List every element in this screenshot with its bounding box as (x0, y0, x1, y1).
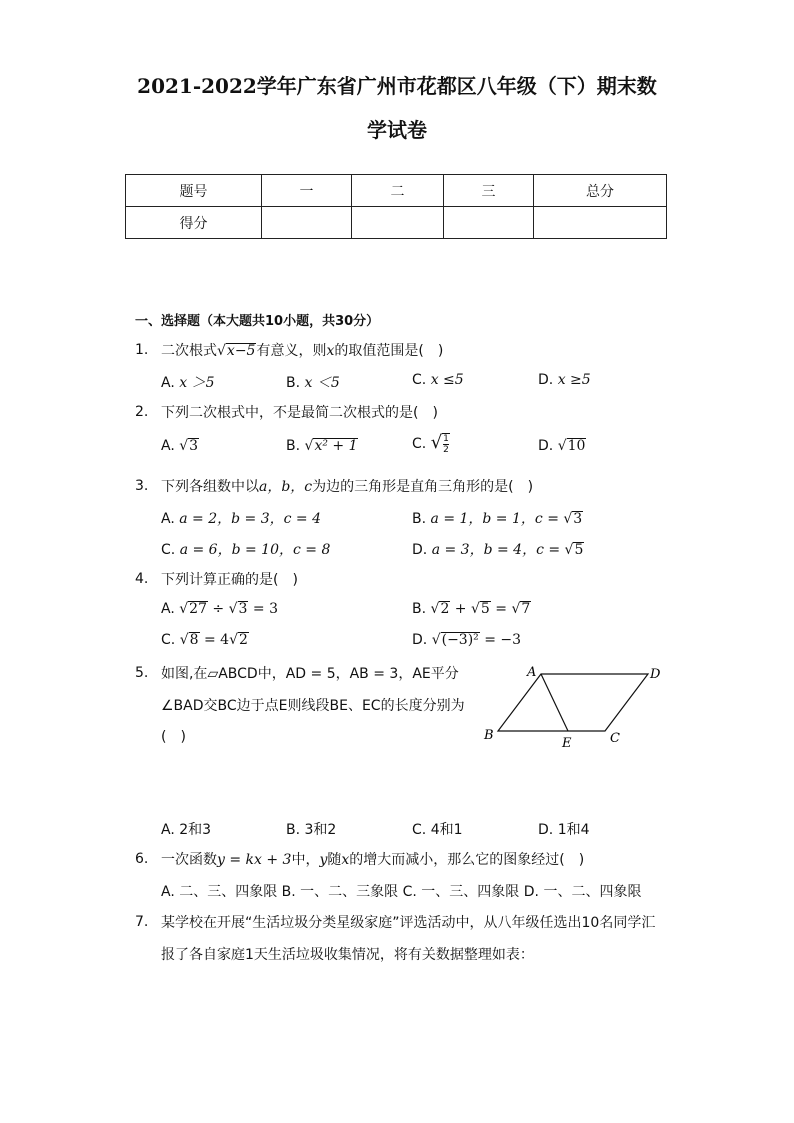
option-expr: a = 1，b = 1，c = (430, 511, 559, 527)
radical-sign: √ (217, 343, 226, 359)
radicand: 2 (239, 632, 248, 648)
radicand: 7 (521, 601, 531, 617)
table-cell: 三 (444, 175, 534, 207)
q6-var-y: y (319, 852, 328, 868)
option-expr: a = 2，b = 3，c = 4 (179, 511, 321, 527)
table-cell: 题号 (126, 175, 262, 207)
q4-option-b[interactable] (412, 601, 531, 617)
q5-option-c[interactable] (412, 819, 463, 839)
option-label: B. (286, 375, 301, 391)
option-text: 1和4 (557, 822, 590, 838)
question-2-stem: 下列二次根式中，不是最简二次根式的是( ) (161, 405, 438, 421)
option-radicand: 3 (573, 511, 583, 527)
q5-option-a[interactable] (161, 819, 211, 839)
q1-text-pre: 二次根式 (161, 343, 217, 359)
table-cell-empty (352, 207, 444, 239)
q3-option-b[interactable] (412, 508, 583, 528)
q6-options[interactable]: A. 二、三、四象限 B. 一、二、三象限 C. 一、三、四象限 D. 一、二、四象限 (161, 884, 642, 900)
q4-option-d[interactable] (412, 632, 521, 648)
option-label: D. (538, 372, 554, 388)
q1-option-d[interactable] (538, 372, 591, 388)
option-expr: x ≥5 (557, 372, 591, 388)
radicand: (−3)² (441, 632, 479, 648)
operator: + (450, 601, 471, 617)
option-label: B. (286, 822, 301, 838)
fraction (442, 433, 450, 455)
question-7-line1: 某学校在开展“生活垃圾分类星级家庭”评选活动中，从八年级任选出10名同学汇 (161, 915, 656, 931)
question-number: 4. (135, 571, 149, 587)
radical-sign: √ (228, 601, 238, 617)
option-expr: x ＞5 (179, 375, 215, 391)
q5-option-b[interactable] (286, 819, 336, 839)
section-heading: 一、选择题（本大题共10小题，共30分） (135, 314, 380, 329)
table-cell-empty (444, 207, 534, 239)
option-label: B. (286, 438, 301, 454)
fraction-denominator: 2 (443, 445, 449, 455)
q3-option-d[interactable] (412, 539, 584, 559)
option-label: A. (161, 438, 175, 454)
q6-text-pre: 一次函数 (161, 852, 217, 868)
doc-title-line2: 学试卷 (367, 118, 427, 142)
question-number: 1. (135, 342, 149, 358)
label-a: A (527, 665, 537, 680)
parallelogram-figure (478, 658, 668, 754)
radical-sign: √ (557, 438, 567, 454)
question-4-stem: 下列计算正确的是( ) (161, 572, 298, 588)
radical-sign: √ (564, 542, 574, 558)
option-text: 3和2 (304, 822, 337, 838)
radical-sign: √ (430, 432, 443, 453)
radicand: 5 (480, 601, 490, 617)
q1-radicand: x−5 (226, 343, 256, 359)
q6-var-x: x (341, 852, 350, 868)
radicand: 3 (238, 601, 248, 617)
label-e: E (562, 736, 572, 751)
option-expr: a = 6，b = 10，c = 8 (179, 542, 331, 558)
q1-var: x (326, 343, 335, 359)
q4-option-a[interactable] (161, 601, 278, 617)
option-expr: x ＜5 (304, 375, 340, 391)
question-1-stem (161, 340, 443, 360)
q2-option-a[interactable] (161, 438, 199, 454)
q3-vars: a，b，c (259, 479, 313, 495)
radicand: 2 (440, 601, 450, 617)
q6-text-post: 的增大而减小，那么它的图象经过( ) (349, 852, 585, 868)
option-expr: 3 (189, 438, 199, 454)
option-expr: 10 (567, 438, 586, 454)
table-cell: 总分 (534, 175, 667, 207)
option-label: C. (161, 542, 176, 558)
q4-option-c[interactable] (161, 632, 249, 648)
radicand: 27 (189, 601, 207, 617)
table-cell: 一 (262, 175, 352, 207)
question-number: 2. (135, 404, 149, 420)
question-5-line2: ∠BAD交BC边于点E则线段BE、EC的长度分别为 (161, 698, 465, 714)
question-5-line1: 如图,在▱ABCD中，AD = 5，AB = 3，AE平分 (161, 666, 459, 682)
radical-sign: √ (229, 632, 238, 648)
q1-option-a[interactable] (161, 372, 215, 392)
question-3-stem (161, 476, 533, 496)
option-expr: x ≤5 (430, 372, 464, 388)
score-table-score-row (126, 207, 667, 239)
radical-sign: √ (179, 438, 189, 454)
q6-expr: y = kx + 3 (217, 852, 292, 868)
radical-sign: √ (304, 438, 314, 454)
q6-text-mid: 中， (291, 852, 320, 868)
result: = 3 (248, 601, 279, 617)
doc-title-line1: 2021-2022学年广东省广州市花都区八年级（下）期末数 (137, 74, 657, 98)
operator: = (490, 601, 512, 617)
label-d: D (650, 667, 661, 682)
q3-text-post: 为边的三角形是直角三角形的是( ) (312, 479, 534, 495)
option-label: C. (161, 632, 176, 648)
q3-option-a[interactable] (161, 508, 321, 528)
question-number: 6. (135, 851, 149, 867)
option-label: D. (412, 632, 428, 648)
table-cell: 得分 (126, 207, 262, 239)
option-text: 2和3 (179, 822, 212, 838)
option-label: C. (412, 372, 427, 388)
radical-sign: √ (471, 601, 480, 617)
result: = −3 (479, 632, 522, 648)
option-label: B. (412, 601, 427, 617)
radical-sign: √ (511, 601, 521, 617)
q5-option-d[interactable] (538, 819, 590, 839)
option-label: D. (538, 822, 554, 838)
result: = 4 (199, 632, 230, 648)
option-radicand: 5 (574, 542, 584, 558)
parallelogram-abcd (498, 674, 648, 731)
radical-sign: √ (563, 511, 573, 527)
question-5-line3: ( ) (161, 729, 186, 745)
score-table (125, 174, 667, 239)
q1-option-c[interactable] (412, 372, 464, 388)
q3-option-c[interactable] (161, 539, 330, 559)
radical-sign: √ (179, 632, 189, 648)
option-expr: a = 3，b = 4，c = (431, 542, 561, 558)
option-label: C. (412, 436, 427, 452)
radical-sign: √ (179, 601, 189, 617)
q6-text-mid2: 随 (327, 852, 342, 868)
option-label: D. (412, 542, 428, 558)
segment-ae (541, 674, 568, 731)
q1-option-b[interactable] (286, 372, 340, 392)
option-label: D. (538, 438, 554, 454)
question-7-line2: 报了各自家庭1天生活垃圾收集情况，将有关数据整理如表： (161, 947, 534, 963)
table-cell: 二 (352, 175, 444, 207)
operator: ÷ (207, 601, 229, 617)
question-number: 7. (135, 914, 149, 930)
option-label: A. (161, 375, 175, 391)
option-label: A. (161, 601, 175, 617)
q1-text-post: 有意义，则 (256, 343, 327, 359)
label-c: C (610, 731, 620, 746)
option-label: C. (412, 822, 427, 838)
q2-option-b[interactable] (286, 438, 358, 454)
radical-sign: √ (431, 632, 441, 648)
radicand: 8 (189, 632, 199, 648)
fraction-numerator: 1 (443, 434, 449, 444)
label-b: B (484, 728, 494, 743)
table-cell-empty (534, 207, 667, 239)
q2-option-c[interactable] (412, 432, 450, 455)
q2-option-d[interactable] (538, 438, 586, 454)
option-text: 4和1 (430, 822, 463, 838)
option-label: A. (161, 822, 175, 838)
table-cell-empty (262, 207, 352, 239)
q3-text-pre: 下列各组数中以 (161, 479, 259, 495)
question-number: 3. (135, 478, 149, 494)
question-6-stem (161, 849, 584, 869)
option-label: B. (412, 511, 427, 527)
option-expr: x² + 1 (314, 438, 358, 454)
score-table-header-row (126, 175, 667, 207)
question-number: 5. (135, 665, 149, 681)
option-label: A. (161, 511, 175, 527)
radical-sign: √ (430, 601, 440, 617)
q1-text-post2: 的取值范围是( ) (334, 343, 444, 359)
